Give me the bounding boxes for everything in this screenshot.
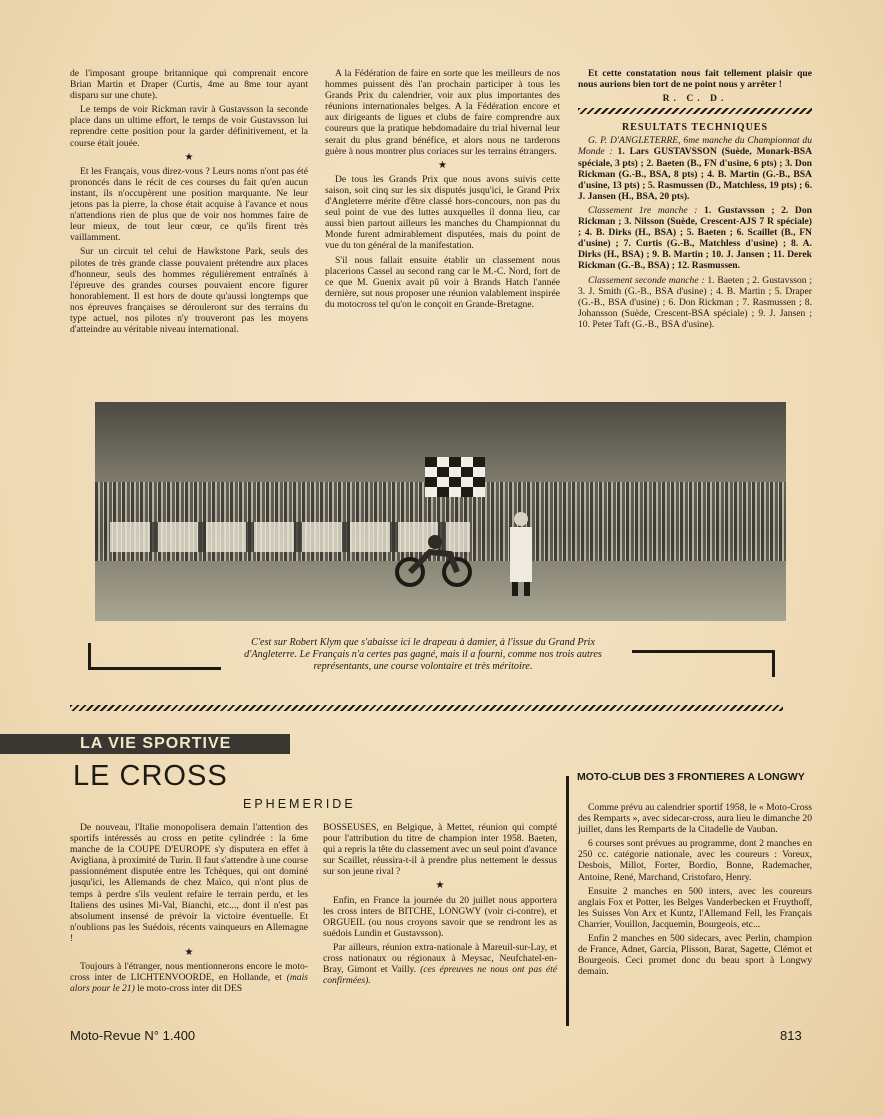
paragraph: De tous les Grands Prix que nous avons suivis cette saison, soit cinq sur les six disputés jusqu'ici, le Grand Prix d'Angleterre mérite d'être classé hors-concours, non pas du seul point de vue des luttes auxquelles il donna lieu, car aussi bien partout ailleurs les manches du Championnat du Monde furent admirablement disputées, mais du point de vue du ton général de la manifestation.: [325, 173, 560, 252]
photo-caption: C'est sur Robert Klym que s'abaisse ici le drapeau à damier, à l'issue du Grand Prix d'Angleterre. Le Français n'a certes pas gagné, mais il a fourni, comme nos trois autres représentants, une course volontaire et très méritoire.: [244, 637, 602, 672]
paragraph: Comme prévu au calendrier sportif 1958, le « Moto-Cross des Remparts », avec sidecar-cross, aura lieu le dimanche 20 juillet, dans les Remparts de la Citadelle de Vauban.: [578, 802, 812, 836]
results-heat-1: [578, 205, 812, 272]
flag-marshal-icon: [500, 487, 545, 597]
star-separator: ★: [438, 159, 447, 171]
star-separator: ★: [184, 947, 194, 959]
ephemeride-column-2: [323, 822, 557, 989]
article-column-1: [70, 68, 308, 338]
motoclub-title: MOTO-CLUB DES 3 FRONTIERES A LONGWY: [577, 771, 805, 783]
column-bracket: [566, 776, 577, 1026]
results-gp-head: G. P. D'ANGLETERRE, 6me manche du Championnat du Monde :: [578, 135, 812, 158]
results-title: RESULTATS TECHNIQUES: [621, 122, 769, 134]
race-photo: [95, 402, 786, 621]
section-banner: [0, 734, 290, 754]
page-number: 813: [780, 1028, 802, 1043]
paragraph: Et les Français, vous direz-vous ? Leurs noms n'ont pas été prononcés dans le récit de ces courses du fait qu'en aucun instant, ils n'occupèrent une position marquante. Ne leur jetons pas la pierre, la chose était acquise à l'avance et nous n'attendions rien de plus que de voir nos hommes faire de leur mieux, de tout leur cœur, ce qu'ils firent très vaillamment.: [70, 165, 308, 244]
star-separator: ★: [184, 151, 194, 163]
paragraph: [70, 961, 308, 994]
results-heat-1-text: 1. Gustavsson ; 2. Don Rickman ; 3. Nilsson (Suède, Crescent-AJS 7 R spéciale) ; 4. B. Dirks (H., BSA) ; 5. Baeten ; 6. Scaillet (B., FN d'usine) ; 7. Curtis (G.-B., Matchless d'usine) ; 8. A. Dirks (H., BSA) ; 9. B. Martin ; 10. J. Jansen ; 11. Derek Rickman (G.-B., BSA) ; 12. Rasmussen.: [578, 204, 812, 272]
star-separator: ★: [435, 880, 445, 892]
main-title: LE CROSS: [73, 760, 228, 792]
article-column-3: [578, 68, 812, 333]
paragraph-italic: (mais alors pour le 21): [70, 972, 308, 995]
paragraph: De nouveau, l'Italie monopolisera demain l'attention des sportifs intéressés au cross en petite cylindrée : la 6me manche de la COUPE D'EUROPE s'y disputera en effet à Avigliana, à proximité de Turin. Il faut s'attendre à une course passionnément disputée entre les Tchèques, qui ont dominé jusqu'ici, les Allemands de chez Maïco, qui n'ont plus de temps à perdre s'ils veulent refaire le terrain perdu, et les Italiens des usines Mi-Val, Bianchi, etc..., dont il n'est pas absolument insensé de prévoir la victoire éventuelle. Et n'oublions pas les Suédois, récents vainqueurs en Allemagne !: [70, 822, 308, 944]
subtitle: EPHEMERIDE: [243, 797, 356, 811]
paragraph: Enfin 2 manches en 500 sidecars, avec Perlin, champion de France, Adnet, Garcia, Plisson, Barat, Sagette, Clémot et Bourgeois. Ceci promet donc du beau sport à Longwy demain.: [578, 933, 812, 978]
results-heat-2: [578, 275, 812, 330]
paragraph-part: Par ailleurs, réunion extra-nationale à Mareuil-sur-Lay, et cross nationaux ou régionaux à Meysac, Neufchatel-en-Bray, Gimont et Vailly.: [323, 941, 557, 976]
paragraph: S'il nous fallait ensuite établir un classement nous placerions Cassel au second rang car le M.-C. Nord, fort de ce que M. Guenix avait pû voir à Brands Hatch l'année dernière, sut nous proposer une réunion valablement inspirée du motocross tel qu'on le conçoit en Grande-Bretagne.: [325, 254, 560, 310]
paragraph-part: Toujours à l'étranger, nous mentionnerons encore le moto-cross inter de LICHTENVOORDE, en Hollande, et: [70, 961, 308, 984]
paragraph: de l'imposant groupe britannique qui comprenait encore Brian Martin et Draper (Curtis, 4me au 8me tour ayant disparu sur une chute).: [70, 68, 308, 102]
article-column-2: [325, 68, 560, 313]
paragraph-part: le moto-cross inter dit DES: [134, 983, 243, 995]
results-gp-text: 1. Lars GUSTAVSSON (Suède, Monark-BSA spéciale, 3 pts) ; 2. Baeten (B., FN d'usine, 6 pts) ; 3. Don Rickman (G.-B., BSA, 8 pts) ; 4. B. Martin (G.-B., BSA d'usine, 13 pts) ; 5. Rasmussen (D., Matchless, 19 pts) ; 6. J. Jansen (H., BSA, 20 pts).: [578, 146, 813, 202]
author-signature: R. C. D.: [662, 93, 728, 105]
results-gp: [578, 135, 812, 202]
paragraph-italic: (ces épreuves ne nous ont pas été confirmées).: [323, 964, 557, 987]
motorcycle-icon: [395, 532, 475, 587]
paragraph: BOSSEUSES, en Belgique, à Mettet, réunion qui compté pour l'attribution du titre de champion inter 1958. Baeten, qui a repris la tête du classement avec un seul point d'avance sur Scaillet, réussira-t-il à prendre plus nettement le dessus sur son jeune rival ?: [323, 822, 557, 878]
paragraph: A la Fédération de faire en sorte que les meilleurs de nos hommes puissent dès l'an prochain participer à tous les Grands Prix du calendrier, voir aux plus importantes des réunions internationales belges. A la Fédération encore et aux dirigeants de ligues et clubs de faire comprendre aux coureurs que la pratique hebdomadaire du trial hivernal leur serait du plus grand bénéfice, et alors nous ne tarderons guère à nous montrer plus coriaces sur les terrains étrangers.: [325, 68, 560, 157]
caption-bracket-left: [88, 643, 221, 670]
paragraph: Ensuite 2 manches en 500 inters, avec les coureurs anglais Fox et Potter, les Belges Vanderbecken et Fruythoff, les Suisses Von Arx et Kuntz, l'Allemand Fell, les Français Charrier, Vouillon, Jacquemin, Bourgeois, etc...: [578, 885, 812, 930]
magazine-footer: Moto-Revue N° 1.400: [70, 1028, 196, 1043]
paragraph: Et cette constatation nous fait tellement plaisir que nous aurions bien tort de ne point nous y arrêter !: [578, 68, 812, 91]
paragraph: 6 courses sont prévues au programme, dont 2 manches en 250 cc. catégorie nationale, avec les coureurs : Voreux, Desbois, Millot, Forter, Bordio, Bonne, Rademacher, Antoine, René, Marchand, Cristofaro, Henry.: [578, 838, 812, 883]
zigzag-divider: [70, 705, 783, 711]
results-heat-1-head: Classement 1re manche :: [588, 204, 698, 216]
motoclub-column: [578, 802, 812, 980]
section-banner-label: LA VIE SPORTIVE: [80, 735, 232, 752]
results-heat-2-text: 1. Baeten ; 2. Gustavsson ; 3. J. Smith (G.-B., BSA d'usine) ; 4. B. Martin ; 5. Draper (G.-B., BSA d'usine) ; 6. Don Rickman ; 7. Rasmussen ; 8. Johansson (Suède, Crescent-BSA spéciale) ; 9. J. Jansen ; 10. Peter Taft (G.-B., BSA d'usine).: [578, 274, 812, 330]
paragraph: Sur un circuit tel celui de Hawkstone Park, seuls des pilotes de très grande classe pouvaient prétendre aux places d'honneur, seuls des hommes régulièrement entraînés à l'épreuve des grandes courses pouvaient encore figurer honorablement. Il est hors de doute qu'aussi longtemps que nos épreuves françaises se dérouleront sur des terrains du type actuel, nos pilotes n'y trouveront pas les moyens d'atteindre au véritable niveau international.: [70, 246, 308, 336]
paragraph: Enfin, en France la journée du 20 juillet nous apportera les cross inters de BITCHE, LONGWY (voir ci-contre), et ORGUEIL (ou nous croyons savoir que se rendront les as suédois Lundin et Gustavsson).: [323, 894, 557, 939]
paragraph: [323, 942, 557, 986]
zigzag-divider: [578, 108, 812, 114]
ephemeride-column-1: [70, 822, 308, 997]
checkered-flag-icon: [425, 457, 485, 497]
caption-bracket-right: [632, 650, 775, 677]
results-heat-2-head: Classement seconde manche :: [588, 274, 705, 286]
paragraph: Le temps de voir Rickman ravir à Gustavsson la seconde place dans un ultime effort, le temps de voir Gustavsson lui reprendre cette position pour la garder définitivement, et la course était jouée.: [70, 104, 308, 149]
